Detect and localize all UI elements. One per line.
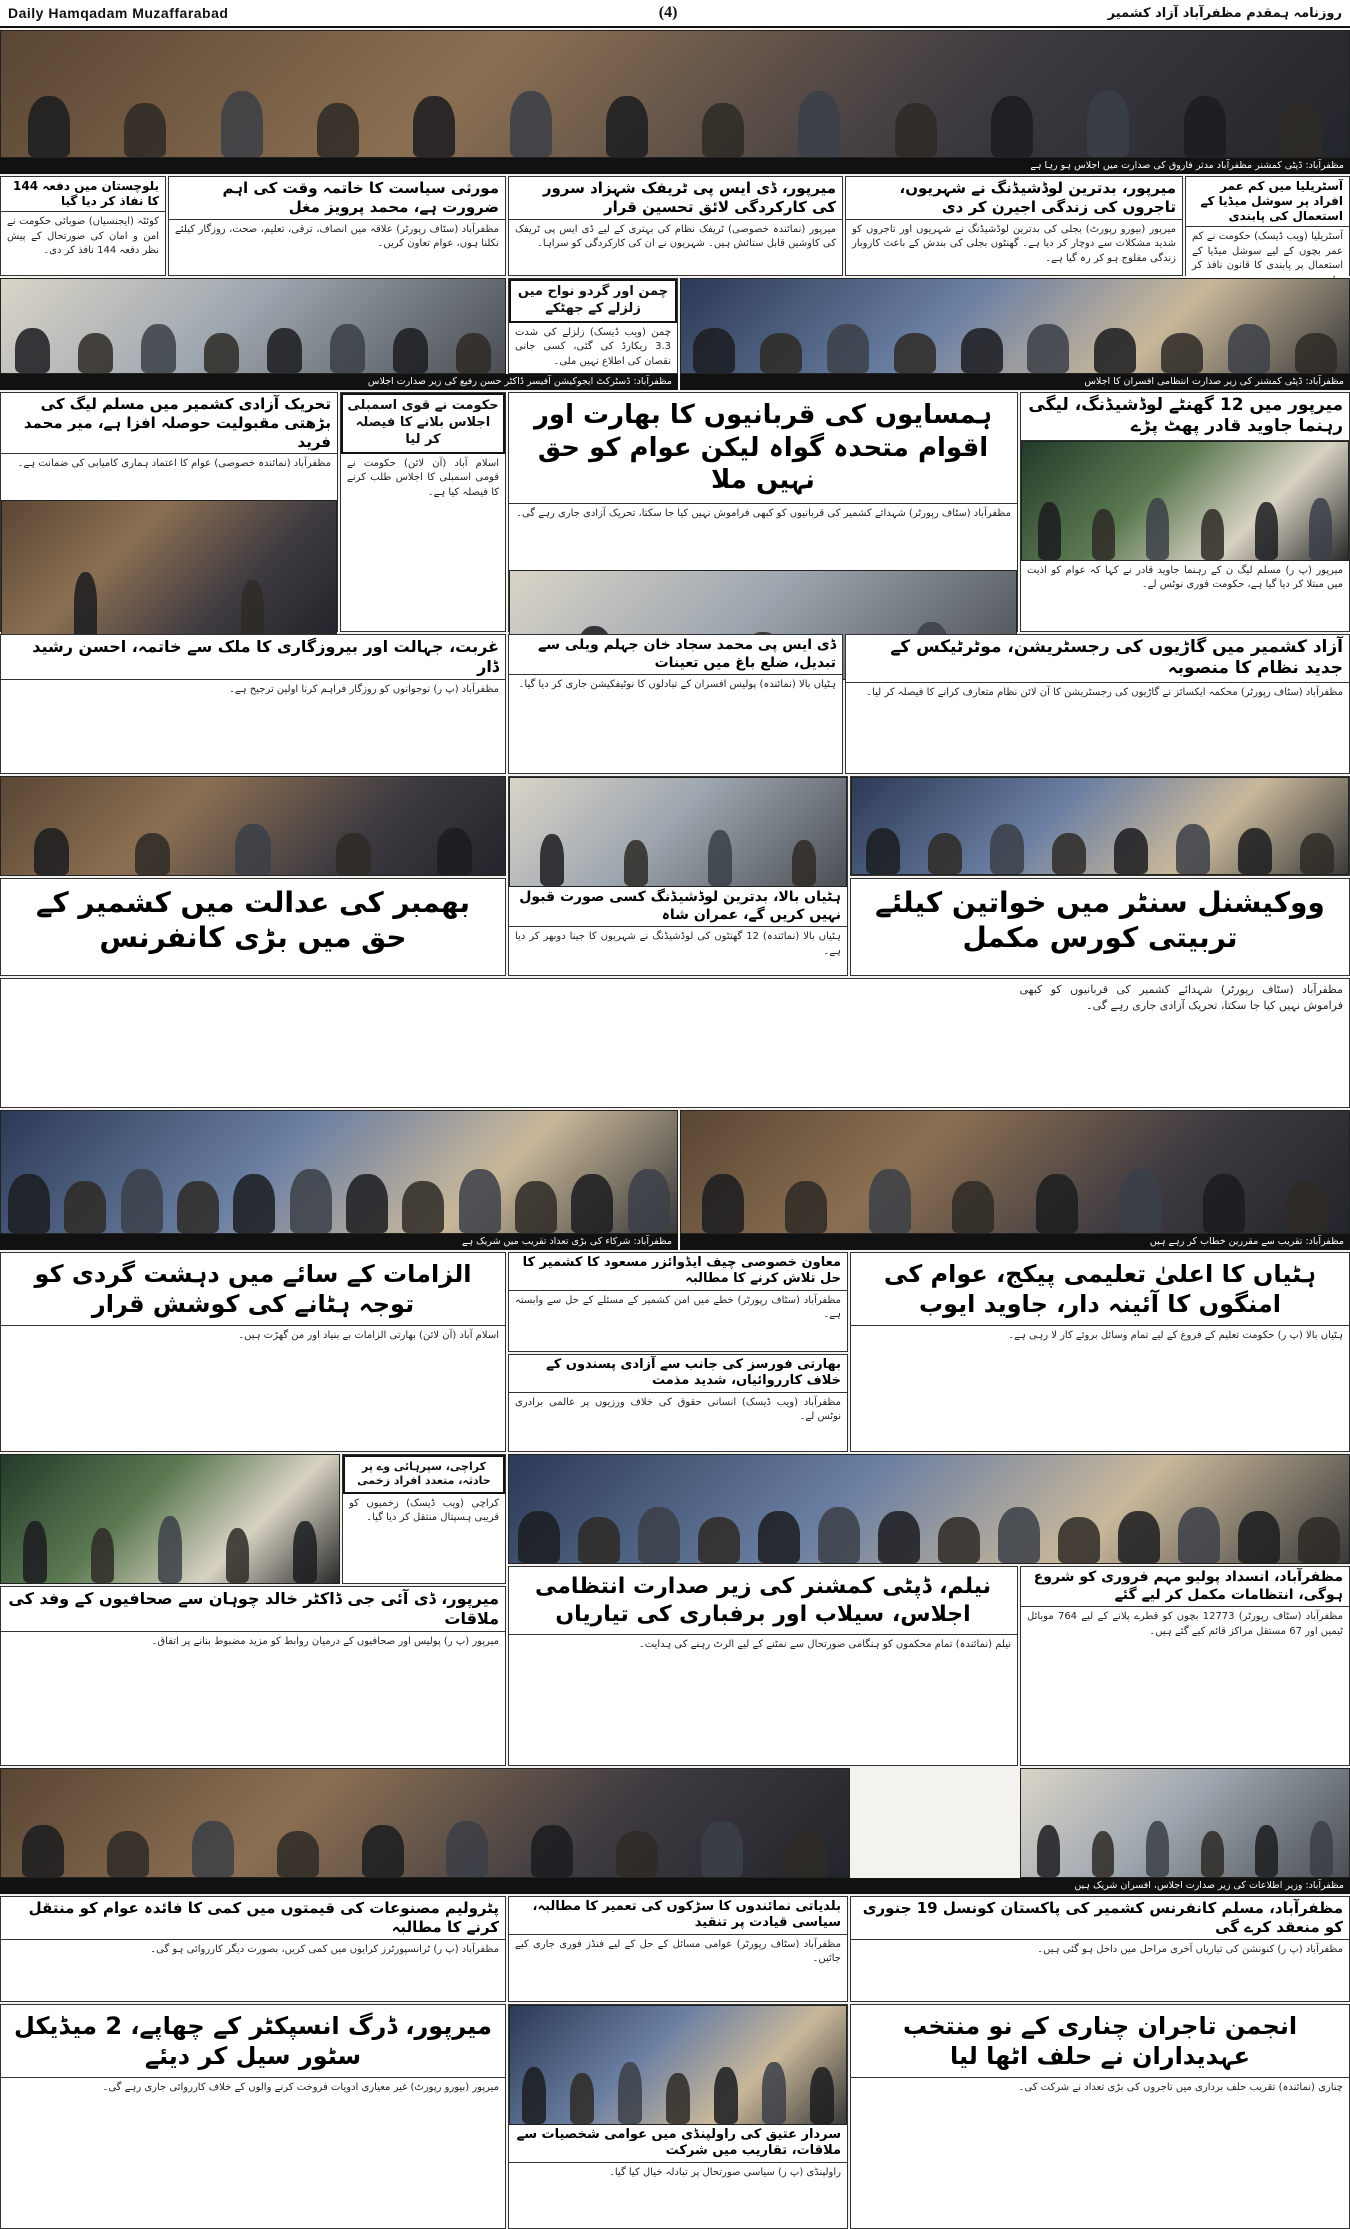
brief-headline: چمن اور گردو نواح میں زلزلے کے جھٹکے <box>509 279 677 323</box>
article-advisor <box>508 1252 848 1352</box>
article-dig <box>0 1586 506 1766</box>
brief-text: آسٹریلیا (ویب ڈیسک) حکومت نے کم عمر بچوں کے لیے سوشل میڈیا کے استعمال پر پابندی کا قانون نافذ کر <box>1186 227 1349 291</box>
article-text: راولپنڈی (پ ر) سیاسی صورتحال پر تبادلہ خیال کیا گیا۔ <box>509 2163 847 2184</box>
article-text: نیلم (نمائندہ) تمام محکموں کو ہنگامی صورتحال سے نمٹنے کے لیے الرٹ رہنے کی ہدایت۔ <box>509 1635 1017 1656</box>
article-text: اسلام آباد (آن لائن) حکومت نے قومی اسمبلی کا اجلاس طلب کرنے کا فیصلہ کیا ہے۔ <box>341 454 505 504</box>
article-headline: انجمن تاجران چناری کے نو منتخب عہدیداران نے حلف اٹھا لیا <box>851 2005 1349 2078</box>
top-photo <box>0 30 1350 158</box>
article-text: کراچی (ویب ڈیسک) زخمیوں کو قریبی ہسپتال منتقل کر دیا گیا۔ <box>343 1494 505 1529</box>
article-headline: ڈی ایس پی محمد سجاد خان جہلم ویلی سے تبدیل، ضلع باغ میں تعینات <box>509 635 842 675</box>
article-headline: بھارتی فورسز کی جانب سے آزادی پسندوں کے خلاف کارروائیاں، شدید مذمت <box>509 1355 847 1393</box>
brief-text: چمن (ویب ڈیسک) زلزلے کی شدت 3.3 ریکارڈ کی گئی، کسی جانی نقصان کی اطلاع نہیں ملی۔ <box>509 323 677 373</box>
article-photo <box>509 777 847 887</box>
hospital-photo <box>0 776 506 876</box>
article-text: میرپور (نمائندہ خصوصی) ٹریفک نظام کی بہتری کے لیے ڈی ایس پی ٹریفک کی کاوشیں قابل ستائش ہیں۔ شہریوں نے ان کی کارکردگی کو سراہا۔ <box>509 220 842 255</box>
top-photo-caption: مظفرآباد: ڈپٹی کمشنر مظفرآباد مدثر فاروق کی صدارت میں اجلاس ہو رہا ہے <box>0 158 1350 174</box>
photo-meeting-right <box>680 278 1350 374</box>
article-headline: آزاد کشمیر میں گاڑیوں کی رجسٹریشن، موٹرٹیکس کے جدید نظام کا منصوبہ <box>846 635 1349 683</box>
article-lead-kashmir <box>508 392 1018 632</box>
article-headline: ہٹیاں کا اعلیٰ تعلیمی پیکج، عوام کی امنگوں کا آئینہ دار، جاوید ایوب <box>851 1253 1349 1326</box>
lead-headline: ہمسایوں کی قربانیوں کا بھارت اور اقوام متحدہ گواہ لیکن عوام کو حق نہیں ملا <box>509 393 1017 504</box>
article-text: مظفرآباد (سٹاف رپورٹر) عوامی مسائل کے حل کے لیے فنڈز فوری جاری کیے جائیں۔ <box>509 1935 847 1970</box>
article-headline: بلدیاتی نمائندوں کا سڑکوں کی تعمیر کا مطالبہ، سیاسی قیادت پر تنقید <box>509 1897 847 1935</box>
article-text: ہٹیاں بالا (نمائندہ) 12 گھنٹوں کی لوڈشیڈنگ نے شہریوں کا جینا دوبھر کر دیا ہے۔ <box>509 927 847 962</box>
photo-meeting-left <box>0 278 506 374</box>
mid-brief <box>508 278 678 374</box>
article-text: میرپور (بیورو رپورٹ) بجلی کی بدترین لوڈشیڈنگ نے شہریوں اور تاجروں کو شدید مشکلات سے دوچار کر دیا ہے۔ گھنٹوں بجلی کی بندش کے باعث کاروبار زندگی مفلوج ہو کر رہ گیا ہے۔ <box>846 220 1182 270</box>
banner-headline: بھمبر کی عدالت میں کشمیر کے حق میں بڑی کانفرنس <box>1 879 505 961</box>
banner-headline: ووکیشنل سنٹر میں خواتین کیلئے تربیتی کورس مکمل <box>851 879 1349 961</box>
article-text: میرپور (پ ر) پولیس اور صحافیوں کے درمیان روابط کو مزید مضبوط بنانے پر اتفاق۔ <box>1 1632 505 1653</box>
article-text: کوئٹہ (ایجنسیاں) صوبائی حکومت نے امن و امان کی صورتحال کے پیش نظر دفعہ 144 نافذ کر دی۔ <box>1 212 165 262</box>
article-drug-inspector <box>0 2004 506 2229</box>
article-text: ہٹیاں بالا (نمائندہ) پولیس افسران کے تبادلوں کا نوٹیفکیشن جاری کر دیا گیا۔ <box>509 675 842 696</box>
article-text: ہٹیاں بالا (پ ر) حکومت تعلیم کے فروغ کے لیے تمام وسائل بروئے کار لا رہی ہے۔ <box>851 1326 1349 1347</box>
article-text: مظفرآباد (نمائندہ خصوصی) عوام کا اعتماد ہماری کامیابی کی ضمانت ہے۔ <box>1 454 337 500</box>
text-band-content: مظفرآباد (سٹاف رپورٹر) شہدائے کشمیر کی قربانیوں کو کبھی فراموش نہیں کیا جا سکتا، تحریک آزادی جاری رہے گی۔ <box>1 979 1349 1017</box>
article-poverty <box>0 634 506 774</box>
article-national-assembly <box>340 392 506 632</box>
article-local-reps <box>508 1896 848 2002</box>
page-number: (4) <box>658 4 678 21</box>
article-headline: میرپور، ڈی آئی جی ڈاکٹر خالد چوہان سے صحافیوں کے وفد کی ملاقات <box>1 1587 505 1632</box>
article-karachi <box>342 1454 506 1584</box>
lead-text: مظفرآباد (سٹاف رپورٹر) شہدائے کشمیر کی قربانیوں کو کبھی فراموش نہیں کیا جا سکتا، تحریک آزادی جاری رہے گی۔ <box>509 504 1017 570</box>
vocational-banner <box>850 878 1350 976</box>
article-headline: پٹرولیم مصنوعات کی قیمتوں میں کمی کا فائدہ عوام کو منتقل کرنے کا مطالبہ <box>1 1897 505 1940</box>
photo-caption: مظفرآباد: وزیر اطلاعات کی زیر صدارت اجلاس، افسران شریک ہیں <box>0 1878 1350 1894</box>
article-photo <box>1 500 337 640</box>
article-muslim-league <box>0 392 338 632</box>
article-education-package <box>850 1252 1350 1452</box>
article-headline: بلوچستان میں دفعہ 144 کا نفاذ کر دیا گیا <box>1 177 165 212</box>
article-dsp-transfer <box>508 634 843 774</box>
article-sardar-atiq <box>508 2004 848 2229</box>
article-vehicle-registration <box>845 634 1350 774</box>
article-headline: تحریک آزادی کشمیر میں مسلم لیگ کی بڑھتی مقبولیت حوصلہ افزا ہے، میر محمد فرید <box>1 393 337 454</box>
article-headline: مورثی سیاست کا خاتمہ وقت کی اہم ضرورت ہے، محمد پرویز مغل <box>169 177 505 220</box>
event-photo-left <box>0 1110 678 1234</box>
minister-meeting-photo <box>0 1768 850 1878</box>
masthead <box>0 0 1350 28</box>
article-photo <box>509 2005 847 2125</box>
article-polio <box>1020 1566 1350 1766</box>
text-band <box>0 978 1350 1108</box>
article-text: چناری (نمائندہ) تقریب حلف برداری میں تاجروں کی بڑی تعداد نے شرکت کی۔ <box>851 2078 1349 2099</box>
article-4 <box>0 176 166 276</box>
article-loadshedding-mirpur <box>1020 392 1350 632</box>
masthead-urdu-title: روزنامہ ہمقدم مظفرآباد آزاد کشمیر <box>1107 5 1342 21</box>
article-headline: نیلم، ڈپٹی کمشنر کی زیر صدارت انتظامی اجلاس، سیلاب اور برفباری کی تیاریاں <box>509 1567 1017 1635</box>
article-headline: الزامات کے سائے میں دہشت گردی کو توجہ ہٹانے کی کوشش قرار <box>1 1253 505 1326</box>
conference-banner <box>0 878 506 976</box>
masthead-english-title: Daily Hamqadam Muzaffarabad <box>8 5 229 21</box>
ceremony-photo <box>0 1454 340 1584</box>
article-text: مظفرآباد (سٹاف رپورٹر) 12773 بچوں کو قطرے پلانے کے لیے 764 موبائل ٹیمیں اور 67 مستقل مراکز قائم کیے گئے ہیں۔ <box>1021 1607 1349 1642</box>
article-headline: حکومت نے قوی اسمبلی اجلاس بلانے کا فیصلہ کر لیا <box>341 393 505 454</box>
article-text: میرپور (پ ر) مسلم لیگ ن کے رہنما جاوید قادر نے کہا کہ عوام کو اذیت میں مبتلا کر دیا گیا ہے، حکومت فوری نوٹس لے۔ <box>1021 561 1349 596</box>
article-headline: میرپور میں 12 گھنٹے لوڈشیڈنگ، لیگی رہنما جاوید قادر پھٹ پڑے <box>1021 393 1349 441</box>
article-text: مظفرآباد (سٹاف رپورٹر) خطے میں امن کشمیر کے مسئلے کے حل سے وابستہ ہے۔ <box>509 1291 847 1326</box>
article-petroleum <box>0 1896 506 2002</box>
photo-caption: مظفرآباد: شرکاء کی بڑی تعداد تقریب میں شریک ہے <box>0 1234 678 1250</box>
article-headline: مظفرآباد، مسلم کانفرنس کشمیر کی پاکستان کونسل 19 جنوری کو منعقد کرے گی <box>851 1897 1349 1940</box>
photo-caption: مظفرآباد: ڈسٹرکٹ ایجوکیشن آفیسر ڈاکٹر حسن رفیع کی زیر صدارت اجلاس <box>0 374 678 390</box>
article-1 <box>845 176 1183 276</box>
article-headline: کراچی، سپرہائی وے پر حادثہ، متعدد افراد زخمی <box>343 1455 505 1494</box>
vocational-photo-block <box>850 776 1350 876</box>
article-text: مظفرآباد (پ ر) کنونشن کی تیاریاں آخری مراحل میں داخل ہو گئی ہیں۔ <box>851 1940 1349 1961</box>
article-neelum <box>508 1566 1018 1766</box>
article-text: مظفرآباد (سٹاف رپورٹر) محکمہ ایکسائز نے گاڑیوں کی رجسٹریشن کا آن لائن نظام متعارف کرانے کا فیصلہ کر لیا۔ <box>846 683 1349 704</box>
article-headline: ہٹیاں بالا، بدترین لوڈشیڈنگ کسی صورت قبول نہیں کریں گے، عمران شاہ <box>509 887 847 927</box>
article-text: مظفرآباد (ویب ڈیسک) انسانی حقوق کی خلاف ورزیوں پر عالمی برادری نوٹس لے۔ <box>509 1393 847 1428</box>
article-text: مظفرآباد (پ ر) ٹرانسپورٹرز کرایوں میں کمی کریں، بصورت دیگر کارروائی ہو گی۔ <box>1 1940 505 1961</box>
article-2 <box>508 176 843 276</box>
article-allegations <box>0 1252 506 1452</box>
article-text: مظفرآباد (سٹاف رپورٹر) علاقہ میں انصاف، ترقی، تعلیم، صحت، روزگار کیلئے نکلنا ہوں، عوام تعاون کریں۔ <box>169 220 505 255</box>
left-brief <box>1185 176 1350 276</box>
article-muslim-conference <box>850 1896 1350 2002</box>
group-photo <box>1020 1768 1350 1878</box>
article-headline: سردار عتیق کی راولپنڈی میں عوامی شخصیات سے ملاقات، تقاریب میں شرکت <box>509 2125 847 2163</box>
article-text: مظفرآباد (پ ر) نوجوانوں کو روزگار فراہم کرنا اولین ترجیح ہے۔ <box>1 680 505 701</box>
photo-caption: مظفرآباد: تقریب سے مقررین خطاب کر رہے ہیں <box>680 1234 1350 1250</box>
vocational-photo <box>851 777 1349 875</box>
event-photo-right <box>680 1110 1350 1234</box>
article-headline: معاون خصوصی چیف ایڈوائزر مسعود کا کشمیر کا حل تلاش کرنے کا مطالبہ <box>509 1253 847 1291</box>
article-headline: غربت، جہالت اور بیروزگاری کا ملک سے خاتمہ، احسن رشید ڈار <box>1 635 505 680</box>
hall-photo <box>508 1454 1350 1564</box>
article-3 <box>168 176 506 276</box>
article-text: میرپور (بیورو رپورٹ) غیر معیاری ادویات فروخت کرنے والوں کے خلاف کارروائی جاری رہے گی۔ <box>1 2078 505 2099</box>
article-chinari-traders <box>850 2004 1350 2229</box>
photo-caption: مظفرآباد: ڈپٹی کمشنر کی زیر صدارت انتظامی افسران کا اجلاس <box>680 374 1350 390</box>
article-headline: مظفرآباد، انسداد پولیو مہم فروری کو شروع ہوگی، انتظامات مکمل کر لیے گئے <box>1021 1567 1349 1607</box>
article-photo <box>1021 441 1349 561</box>
article-headline: میرپور، ڈرگ انسپکٹر کے چھاپے، 2 میڈیکل سٹور سیل کر دیئے <box>1 2005 505 2078</box>
brief-headline: آسٹریلیا میں کم عمر افراد پر سوشل میڈیا کے استعمال کی پابندی <box>1186 177 1349 227</box>
article-headline: میرپور، بدترین لوڈشیڈنگ نے شہریوں، تاجروں کی زندگی اجیرن کر دی <box>846 177 1182 220</box>
article-text: اسلام آباد (آن لائن) بھارتی الزامات بے بنیاد اور من گھڑت ہیں۔ <box>1 1326 505 1347</box>
article-hattian-loadshedding <box>508 776 848 976</box>
article-indian-forces <box>508 1354 848 1452</box>
article-headline: میرپور، ڈی ایس پی ٹریفک شہزاد سرور کی کارکردگی لائق تحسین قرار <box>509 177 842 220</box>
